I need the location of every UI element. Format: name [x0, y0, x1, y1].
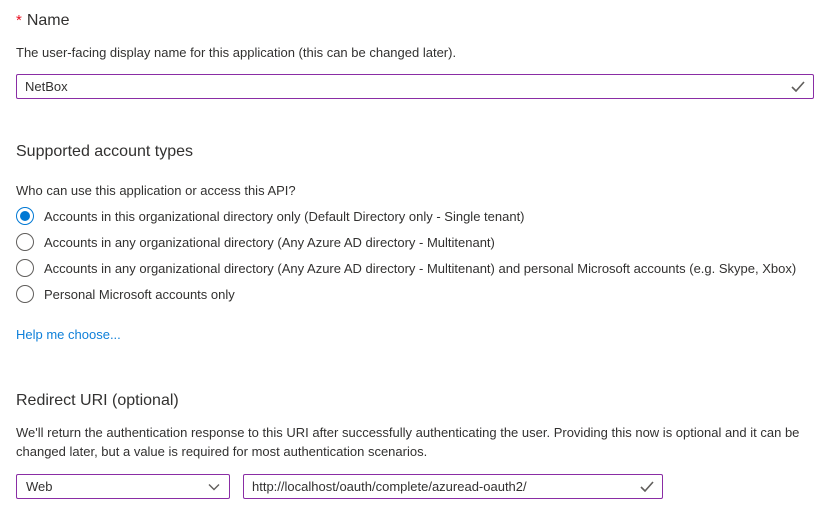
radio-option-label: Accounts in any organizational directory (Any Azure AD directory - Multitenant) — [44, 234, 495, 250]
name-section-title — [16, 11, 70, 31]
radio-icon — [16, 259, 34, 277]
name-field-container — [16, 74, 814, 99]
name-input[interactable] — [17, 75, 791, 98]
radio-option-label: Personal Microsoft accounts only — [44, 286, 235, 302]
name-title-text: Name — [26, 12, 70, 29]
account-types-title: Supported account types — [16, 143, 194, 160]
valid-checkmark-icon — [640, 481, 654, 492]
radio-option-label: Accounts in any organizational directory (Any Azure AD directory - Multitenant) and personal Microsoft accounts (e.g. Skype, Xbox) — [44, 260, 797, 276]
chevron-down-icon — [208, 483, 220, 491]
redirect-uri-input[interactable] — [244, 475, 640, 498]
radio-icon — [16, 285, 34, 303]
redirect-uri-field-container — [243, 474, 663, 499]
redirect-uri-title: Redirect URI (optional) — [16, 392, 179, 409]
radio-option-label: Accounts in this organizational directory only (Default Directory only - Single tenant) — [44, 208, 525, 224]
required-asterisk: * — [16, 12, 22, 29]
platform-select[interactable] — [16, 474, 230, 499]
radio-icon — [16, 233, 34, 251]
radio-option-personal-only[interactable] — [16, 284, 235, 304]
platform-select-value: Web — [26, 479, 53, 494]
radio-icon — [16, 207, 34, 225]
radio-option-multitenant-personal[interactable] — [16, 258, 796, 278]
account-types-question: Who can use this application or access this API? — [16, 183, 296, 198]
radio-option-single-tenant[interactable] — [16, 206, 525, 226]
name-description: The user-facing display name for this application (this can be changed later). — [16, 45, 457, 60]
help-me-choose-link[interactable]: Help me choose... — [16, 327, 121, 342]
radio-option-multitenant[interactable] — [16, 232, 495, 252]
redirect-uri-description: We'll return the authentication response to this URI after successfully authenticating the user. Providing this now is optional and it can be changed later, but a value is required for most authentication scenarios. — [16, 425, 800, 459]
valid-checkmark-icon — [791, 81, 805, 92]
